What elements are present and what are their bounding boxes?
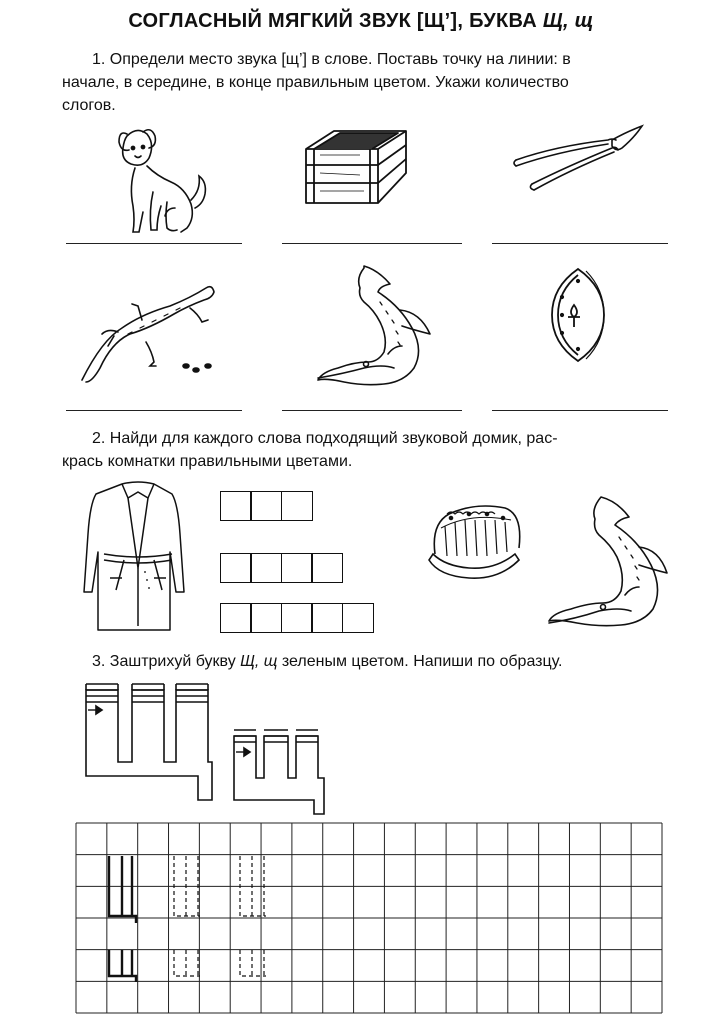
answer-line[interactable] bbox=[66, 243, 242, 244]
task3-suffix: зеленым цветом. Напиши по образцу. bbox=[277, 653, 563, 670]
house-room[interactable] bbox=[281, 491, 313, 521]
house-room[interactable] bbox=[220, 491, 252, 521]
answer-line[interactable] bbox=[492, 243, 668, 244]
page-title bbox=[0, 10, 722, 33]
task3-instructions bbox=[62, 650, 672, 673]
task2-line2: крась комнатки правильными цветами. bbox=[62, 453, 353, 470]
outline-letter-shch-upper bbox=[84, 684, 214, 804]
title-letters: Щ, щ bbox=[542, 10, 594, 32]
house-room[interactable] bbox=[220, 553, 252, 583]
task1-line1: 1. Определи место звука [щ’] в слове. Поставь точку на линии: в bbox=[92, 51, 571, 68]
house-room[interactable] bbox=[250, 491, 282, 521]
task2-instructions bbox=[62, 427, 672, 473]
tongs-picture bbox=[512, 118, 647, 193]
sample-letters bbox=[109, 856, 136, 982]
sound-house-4 bbox=[220, 553, 343, 583]
house-room[interactable] bbox=[342, 603, 374, 633]
task1-line2: начале, в середине, в конце правильным цветом. Укажи количество bbox=[62, 74, 569, 91]
house-room[interactable] bbox=[281, 553, 313, 583]
house-room[interactable] bbox=[250, 553, 282, 583]
pike-picture bbox=[314, 262, 439, 387]
sound-house-5 bbox=[220, 603, 374, 633]
lizard-picture bbox=[78, 280, 218, 385]
house-room[interactable] bbox=[311, 603, 343, 633]
dog-picture bbox=[105, 122, 215, 237]
house-room[interactable] bbox=[281, 603, 313, 633]
answer-line[interactable] bbox=[282, 243, 462, 244]
task1-line3: слогов. bbox=[62, 97, 116, 114]
pike-picture bbox=[545, 493, 670, 633]
sound-house-3 bbox=[220, 491, 313, 521]
writing-grid[interactable] bbox=[74, 822, 664, 1014]
answer-line[interactable] bbox=[282, 410, 462, 411]
task1-instructions bbox=[62, 48, 672, 117]
title-main: СОГЛАСНЫЙ МЯГКИЙ ЗВУК [Щ’], БУКВА bbox=[128, 10, 543, 32]
task2-line1: 2. Найди для каждого слова подходящий звуковой домик, рас- bbox=[92, 430, 558, 447]
outline-letter-shch-lower bbox=[230, 730, 330, 816]
coat-picture bbox=[88, 480, 188, 630]
house-room[interactable] bbox=[220, 603, 252, 633]
house-room[interactable] bbox=[311, 553, 343, 583]
answer-line[interactable] bbox=[492, 410, 668, 411]
shield-picture bbox=[548, 265, 608, 365]
house-room[interactable] bbox=[250, 603, 282, 633]
trace-letters bbox=[174, 856, 266, 976]
brush-picture bbox=[425, 500, 525, 580]
task3-prefix: 3. Заштрихуй букву bbox=[92, 653, 241, 670]
task3-letters: Щ, щ bbox=[240, 653, 278, 670]
box-picture bbox=[300, 125, 412, 210]
answer-line[interactable] bbox=[66, 410, 242, 411]
